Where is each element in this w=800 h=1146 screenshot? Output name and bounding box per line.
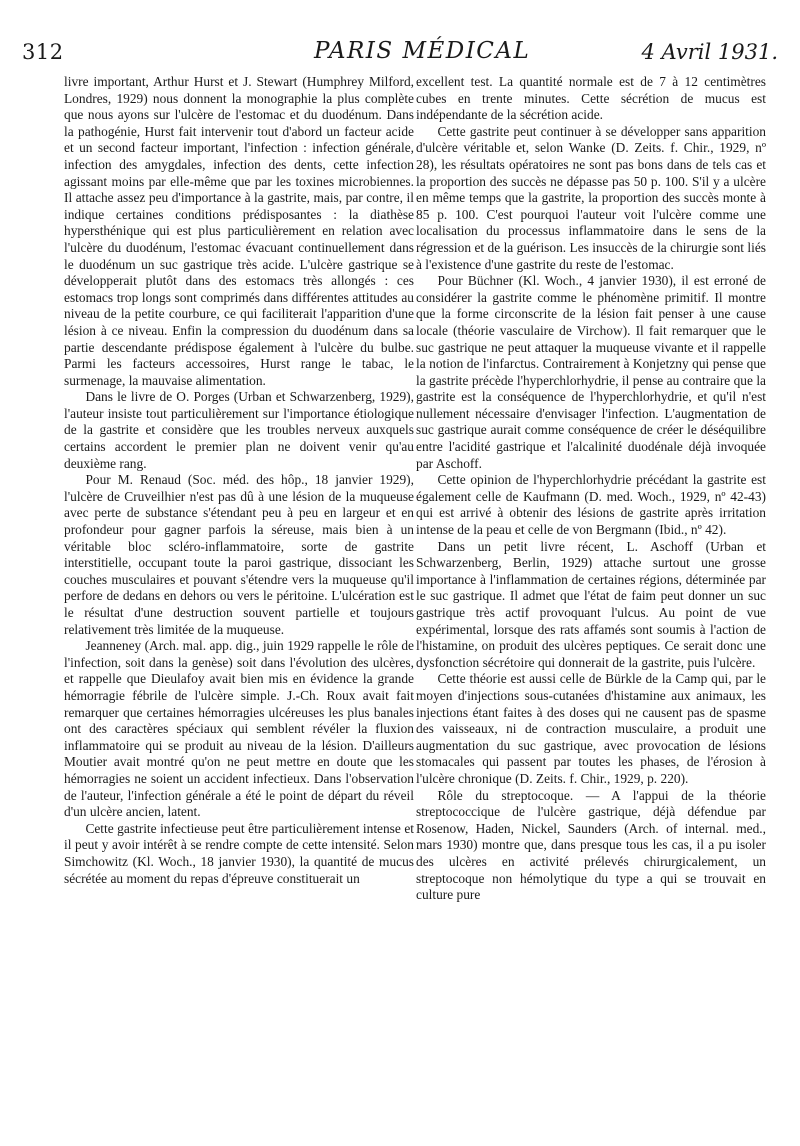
issue-date: 4 Avril 1931. <box>641 40 778 64</box>
paragraph: Pour M. Renaud (Soc. méd. des hôp., 18 janvier 1929), l'ulcère de Cruveilhier n'est pas dû à une lésion de la muqueuse avec perte de substance s'étendant peu à peu en largeur et en profondeur pour gagner parfois la séreuse, mais bien à un véritable bloc scléro-inflammatoire, sorte de gastrite interstitielle, occupant toute la paroi gastrique, dissociant les couches musculaires et pouvant s'étendre vers la muqueuse qu'il perfore de dedans en dehors ou vers le péritoine. L'ulcération est le résultat d'une destruction souvent partielle et toujours relativement très limitée de la muqueuse. <box>64 472 414 637</box>
paragraph: excellent test. La quantité normale est de 7 à 12 centimètres cubes en trente minutes. Cette sécrétion de mucus est indépendante de la sécrétion acide. <box>416 74 766 123</box>
paragraph: Cette théorie est aussi celle de Bürkle de la Camp qui, par le moyen d'injections sous-cutanées d'histamine aux animaux, les injections étant faites à des doses qui ne causent pas de spasme des vaisseaux, ni de contraction musculaire, a produit une augmentation du suc gastrique, avec provocation de lésions stomacales qui passent par toutes les phases, de l'érosion à l'ulcère chronique (D. Zeits. f. Chir., 1929, p. 220). <box>416 671 766 786</box>
left-column <box>64 74 414 887</box>
paragraph: Cette gastrite peut continuer à se développer sans apparition d'ulcère véritable et, selon Wanke (D. Zeits. f. Chir., 1929, nº 28), les résultats opératoires ne sont pas bons dans de tels cas et la proportion des succès ne dépasse pas 50 p. 100. S'il y a ulcère en même temps que la gastrite, la proportion des succès monte à 85 p. 100. C'est pourquoi l'auteur voit l'ulcère comme une localisation du processus inflammatoire dans le sens de la régression et de la guérison. Les insuccès de la chirurgie sont liés à l'existence d'une gastrite du reste de l'estomac. <box>416 123 766 272</box>
journal-title: PARIS MÉDICAL <box>314 38 531 64</box>
paragraph: Dans le livre de O. Porges (Urban et Schwarzenberg, 1929), l'auteur insiste tout particulièrement sur l'importance étiologique de la gastrite et considère que les troubles nerveux auxquels certains accordent le premier plan ne doivent venir qu'au deuxième rang. <box>64 389 414 471</box>
page-number: 312 <box>22 40 64 64</box>
paragraph: Rôle du streptocoque. — A l'appui de la théorie streptococcique de l'ulcère gastrique, déjà défendue par Rosenow, Haden, Nickel, Saunders (Arch. of internal. med., mars 1930) montre que, dans presque tous les cas, il a pu isoler des ulcères en activité prélevés chirurgicalement, un streptocoque non hémolytique du type a qui se trouvait en culture pure <box>416 787 766 903</box>
paragraph: Cette opinion de l'hyperchlorhydrie précédant la gastrite est également celle de Kaufmann (D. med. Woch., 1929, nº 42-43) qui est arrivé à obtenir des lésions de gastrite après irritation intense de la peau et celle de von Bergmann (Ibid., nº 42). <box>416 472 766 538</box>
running-header <box>22 30 778 74</box>
paragraph: Jeanneney (Arch. mal. app. dig., juin 1929 rappelle le rôle de l'infection, soit dans la genèse) soit dans l'évolution des ulcères, et rappelle que Dieulafoy avait bien mis en évidence la grande hémorragie fébrile de l'ulcère simple. J.-Ch. Roux avait fait remarquer que certaines hémorragies ulcéreuses les plus banales ont des caractères spéciaux qui semblent révéler la fluxion inflammatoire qui se produit au niveau de la lésion. D'ailleurs Moutier avait montré qu'on ne peut mettre en doute que les hémorragies ne soient un accident infectieux. Dans l'observation de l'auteur, l'infection générale a été le point de départ du réveil d'un ulcère ancien, latent. <box>64 638 414 820</box>
paragraph: Dans un petit livre récent, L. Aschoff (Urban et Schwarzenberg, Berlin, 1929) attache surtout une grosse importance à l'inflammation de certaines régions, déterminée par le suc gastrique. Il admet que l'état de faim peut donner un suc gastrique très actif provoquant l'ulcus. Au point de vue expérimental, lorsque des rats affamés sont soumis à l'action de l'histamine, on produit des ulcères peptiques. Ce serait donc une dysfonction sécrétoire qui donnerait de la gastrite, puis l'ulcère. <box>416 538 766 670</box>
paragraph: Cette gastrite infectieuse peut être particulièrement intense et il peut y avoir intérêt à se rendre compte de cette intensité. Selon Simchowitz (Kl. Woch., 18 janvier 1930), la quantité de mucus sécrétée au moment du repas d'épreuve constituerait un <box>64 820 414 886</box>
paragraph: livre important, Arthur Hurst et J. Stewart (Humphrey Milford, Londres, 1929) nous donnent la monographie la plus complète que nous ayons sur l'ulcère de l'estomac et du duodénum. Dans la pathogénie, Hurst fait intervenir tout d'abord un facteur acide et un second facteur important, l'infection : infection générale, infection des amygdales, infection des dents, cette infection agissant moins par elle-même que par les toxines microbiennes. Il attache assez peu d'importance à la gastrite, mais, par contre, il indique certaines conditions prédisposantes : la diathèse hypersthénique qui est plus particulièrement en relation avec l'ulcère du duodénum, l'estomac évacuant continuellement dans le duodénum un suc gastrique très acide. L'ulcère gastrique se développerait plutôt dans des estomacs très allongés : ces estomacs trop longs sont comprimés dans différentes attitudes au niveau de la petite courbure, ce qui faciliterait l'apparition d'une lésion à ce niveau. Enfin la compression du duodénum dans sa partie descendante prédispose également à l'ulcère du bulbe. Parmi les facteurs accessoires, Hurst range le tabac, le surmenage, la mauvaise alimentation. <box>64 74 414 388</box>
paragraph: Pour Büchner (Kl. Woch., 4 janvier 1930), il est erroné de considérer la gastrite comme le phénomène primitif. Il montre que la forme circonscrite de la lésion fait penser à une cause locale (théorie vasculaire de Virchow). Il fait remarquer que le suc gastrique ne peut attaquer la muqueuse vivante et il rappelle la notion de l'infarctus. Contrairement à Konjetzny qui pense que la gastrite précède l'hyperchlorhydrie, il pense au contraire que la gastrite est la conséquence de l'hyperchlorhydrie, et qu'il n'est nullement nécessaire d'envisager l'infection. L'augmentation de suc gastrique aurait comme conséquence de créer le déséquilibre entre l'acidité gastrique et l'alcalinité duodénale déjà invoquée par Aschoff. <box>416 273 766 471</box>
right-column <box>416 74 766 904</box>
